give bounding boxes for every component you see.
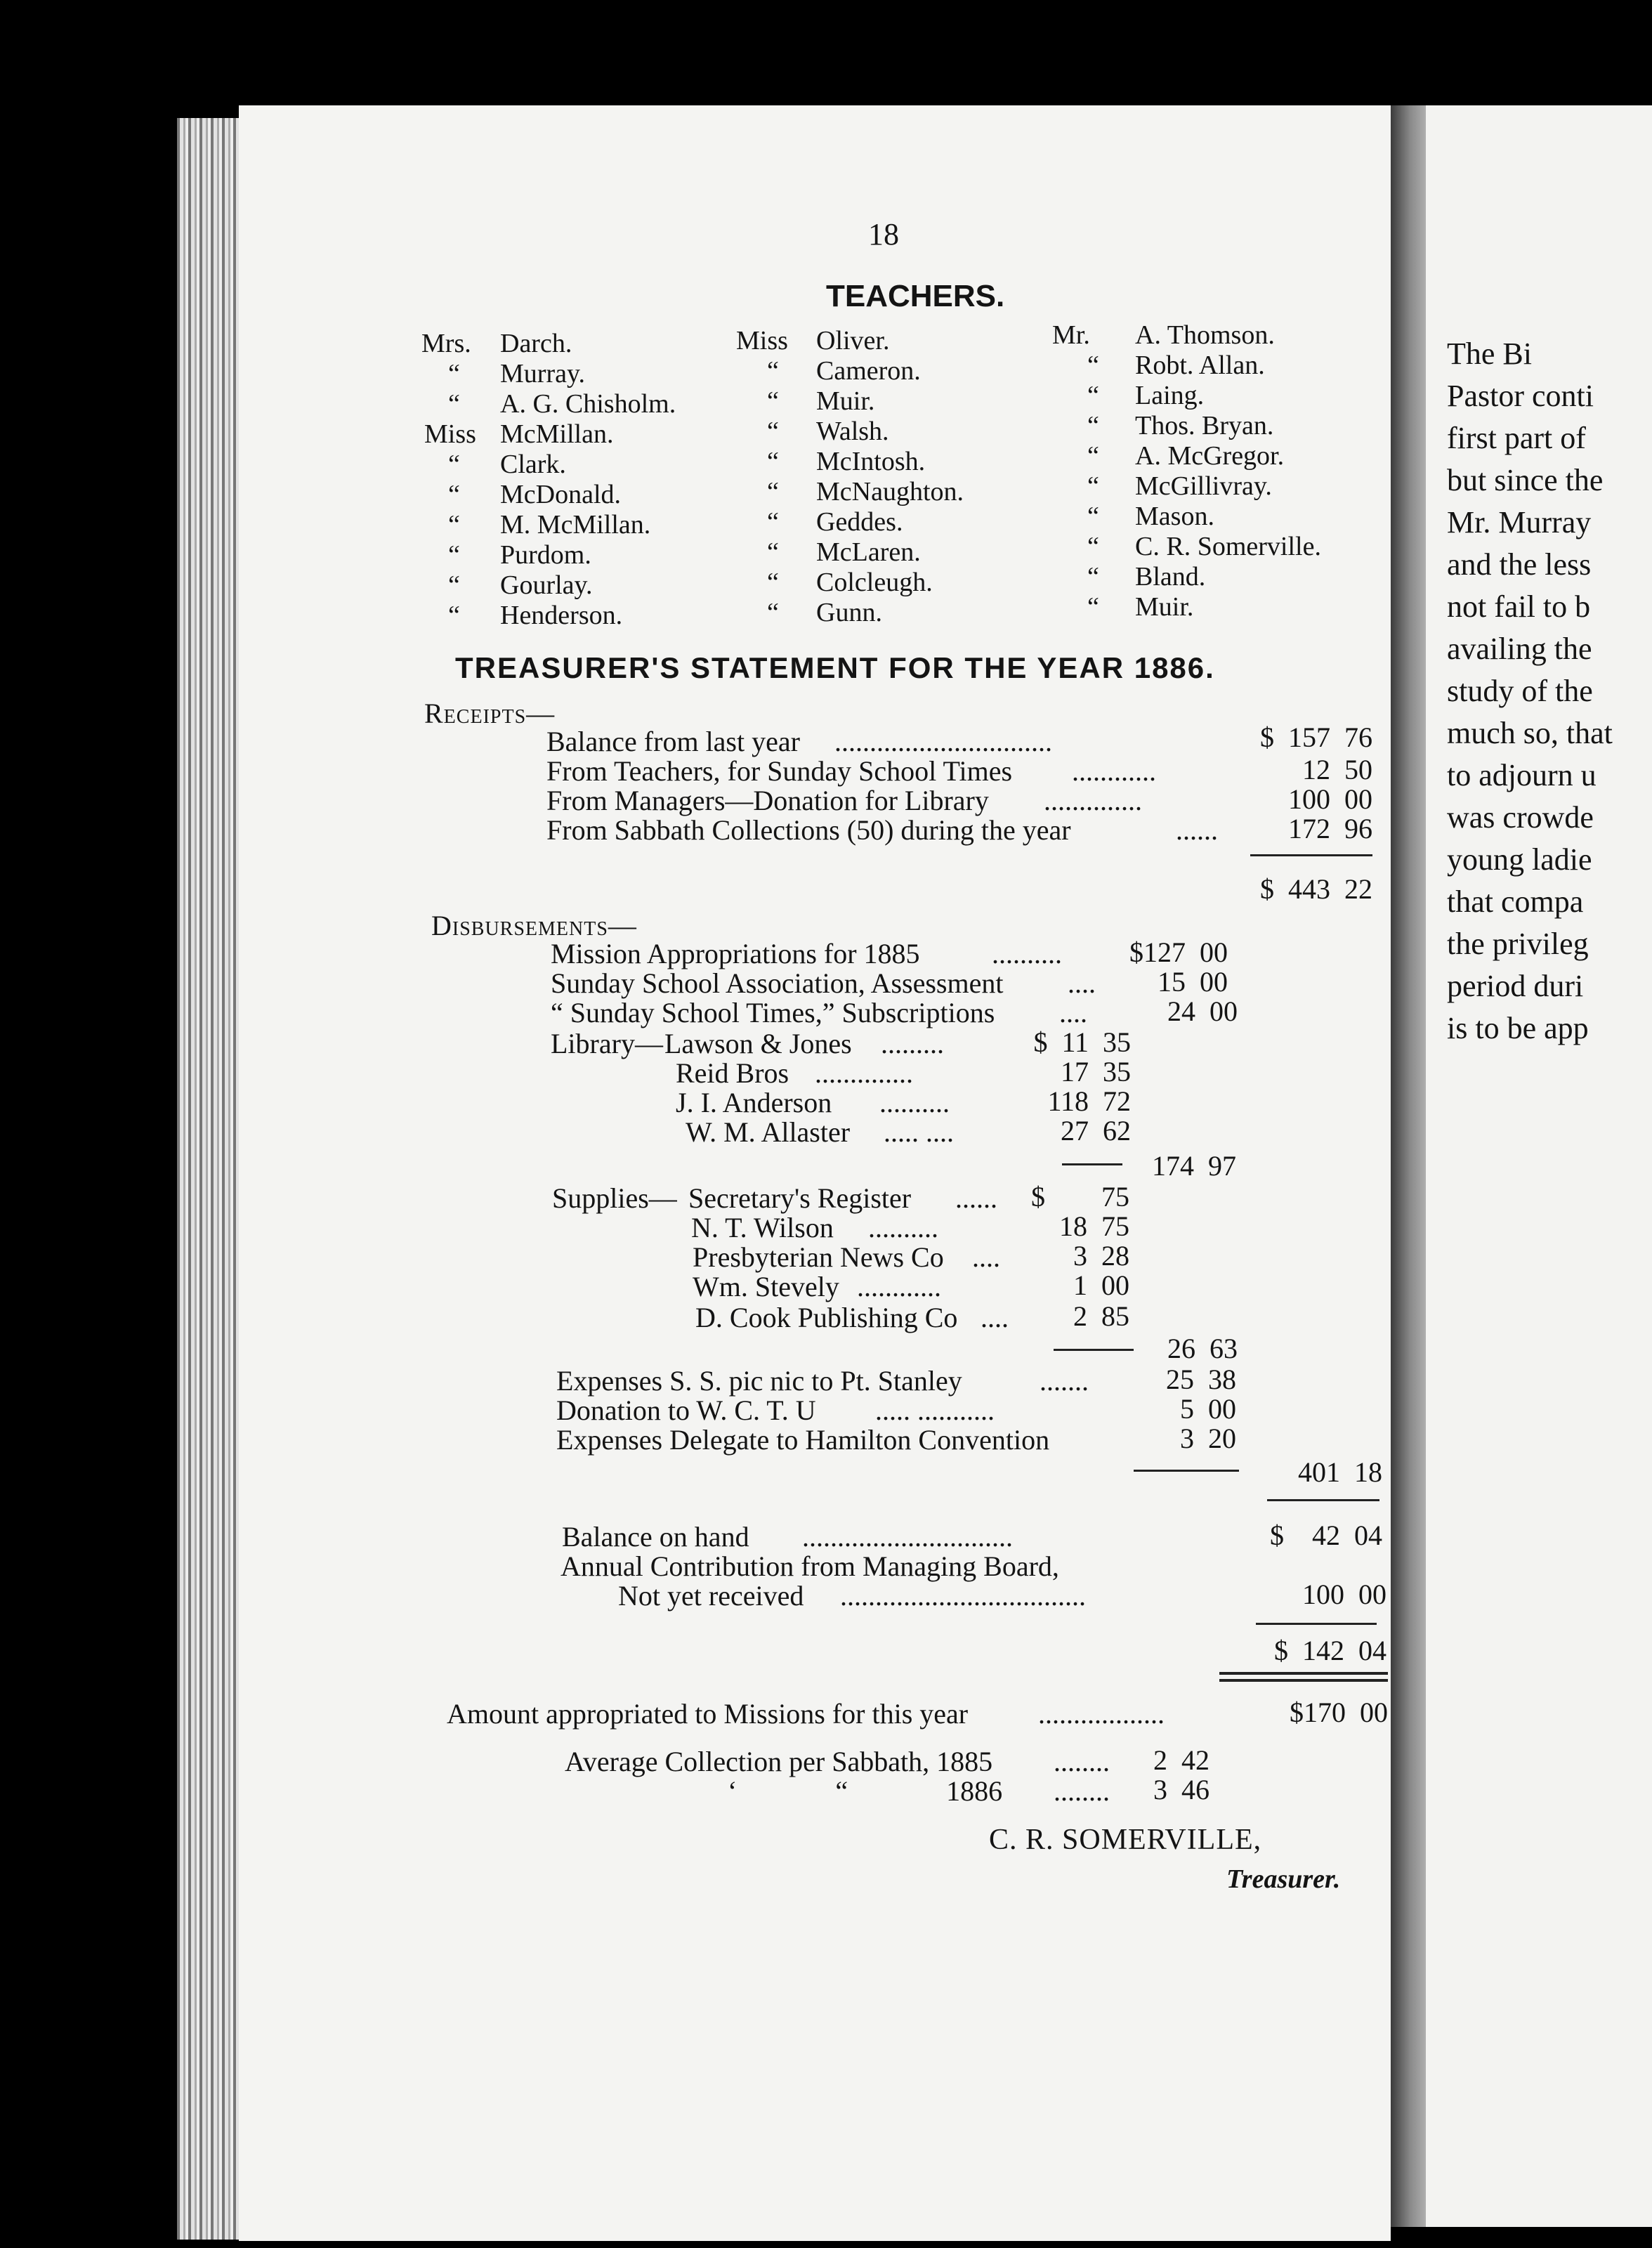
teacher-prefix: “ — [767, 507, 779, 537]
right-page-line: young ladie — [1447, 842, 1592, 877]
teacher-prefix: “ — [767, 568, 779, 597]
library-subtotal-rule — [1062, 1163, 1122, 1165]
teacher-prefix: Miss — [424, 419, 476, 449]
supplies-subtotal-rule — [1054, 1349, 1134, 1351]
supplies-vendor: Wm. Stevely — [693, 1271, 839, 1302]
expense-label: Expenses Delegate to Hamilton Convention — [556, 1424, 1050, 1456]
teacher-name: A. McGregor. — [1135, 441, 1285, 471]
library-vendor: J. I. Anderson — [676, 1087, 832, 1118]
disbursement-label: Mission Appropriations for 1885 — [551, 938, 920, 969]
right-page-line: first part of — [1447, 421, 1586, 455]
dot-leader: ....... — [1040, 1365, 1089, 1397]
right-page-line: period duri — [1447, 969, 1584, 1003]
dot-leader: ............ — [857, 1271, 941, 1302]
teacher-name: Robt. Allan. — [1135, 351, 1265, 380]
teacher-name: Bland. — [1135, 562, 1206, 592]
right-page-line: but since the — [1447, 463, 1604, 497]
teacher-name: McDonald. — [500, 480, 622, 509]
teacher-name: Colcleugh. — [816, 568, 933, 597]
average-label: ‘ “ 1886 — [728, 1775, 1003, 1807]
right-page-line: to adjourn u — [1447, 758, 1597, 792]
dot-leader: ...... — [955, 1182, 997, 1214]
right-page-line: Mr. Murray — [1447, 505, 1592, 540]
right-page-line: The Bi — [1447, 336, 1532, 371]
dot-leader: ............ — [1072, 755, 1156, 787]
dot-leader: ........ — [1054, 1746, 1110, 1777]
average-label: Average Collection per Sabbath, 1885 — [565, 1746, 993, 1777]
disbursements-label: Disbursements— — [431, 910, 637, 941]
right-page-line: that compa — [1447, 884, 1584, 919]
right-page — [1426, 105, 1652, 2227]
supplies-amount: $ 75 — [1031, 1181, 1129, 1213]
library-vendor: W. M. Allaster — [686, 1116, 851, 1148]
expense-label: Donation to W. C. T. U — [556, 1394, 816, 1426]
teacher-prefix: Mrs. — [421, 329, 471, 358]
disbursement-amount: 24 00 — [1167, 995, 1238, 1027]
supplies-label: Supplies— — [552, 1182, 677, 1214]
teacher-name: McLaren. — [816, 537, 921, 567]
receipt-amount: 100 00 — [1288, 783, 1372, 815]
teacher-prefix: “ — [1087, 411, 1099, 440]
right-page-line: was crowde — [1447, 800, 1594, 835]
dot-leader: .............. — [1044, 785, 1142, 816]
teacher-prefix: “ — [1087, 532, 1099, 561]
dot-leader: .... — [1068, 967, 1096, 999]
expense-amount: 25 38 — [1166, 1364, 1236, 1395]
supplies-amount: 2 85 — [1073, 1300, 1129, 1332]
double-rule-bottom — [1219, 1679, 1388, 1682]
right-page-line: much so, that — [1447, 716, 1613, 750]
teacher-name: Murray. — [500, 359, 585, 388]
teacher-name: C. R. Somerville. — [1135, 532, 1321, 561]
expenses-total-rule — [1134, 1470, 1239, 1472]
teacher-name: Walsh. — [816, 417, 889, 446]
teacher-name: McIntosh. — [816, 447, 926, 476]
supplies-vendor: D. Cook Publishing Co — [695, 1302, 958, 1333]
disbursement-label: “ Sunday School Times,” Subscriptions — [551, 997, 995, 1028]
dot-leader: ................................... — [840, 1580, 1086, 1612]
dot-leader: .......... — [992, 938, 1062, 969]
teacher-prefix: “ — [767, 386, 779, 416]
grand-total: $ 142 04 — [1274, 1635, 1386, 1666]
library-vendor: Lawson & Jones — [664, 1028, 852, 1059]
page-number: 18 — [868, 217, 899, 251]
supplies-amount: 18 75 — [1059, 1210, 1129, 1242]
teacher-prefix: “ — [448, 480, 460, 509]
supplies-amount: 1 00 — [1073, 1269, 1129, 1301]
teacher-name: A. G. Chisholm. — [500, 389, 676, 419]
balance-rule — [1267, 1499, 1379, 1501]
dot-leader: ..... .... — [884, 1116, 954, 1148]
teacher-prefix: “ — [448, 450, 460, 479]
double-rule-top — [1219, 1672, 1388, 1675]
teacher-prefix: “ — [1087, 471, 1099, 501]
teacher-name: Muir. — [816, 386, 875, 416]
dot-leader: .... — [1059, 997, 1087, 1028]
teacher-name: Geddes. — [816, 507, 903, 537]
right-page-line: availing the — [1447, 632, 1592, 666]
receipt-label: From Teachers, for Sunday School Times — [546, 755, 1013, 787]
teacher-prefix: “ — [767, 598, 779, 627]
teacher-prefix: “ — [767, 537, 779, 567]
dot-leader: ..... ........... — [875, 1394, 995, 1426]
library-amount: 27 62 — [1061, 1115, 1131, 1146]
annual-contribution-label-2: Not yet received — [618, 1580, 804, 1612]
receipt-label: From Managers—Donation for Library — [546, 785, 989, 816]
receipt-amount: 172 96 — [1288, 813, 1372, 844]
annual-contribution-amount: 100 00 — [1302, 1579, 1386, 1610]
receipts-total-rule — [1250, 854, 1372, 856]
teacher-name: Darch. — [500, 329, 572, 358]
average-amount: 2 42 — [1153, 1744, 1210, 1776]
teacher-prefix: “ — [1087, 351, 1099, 380]
teacher-prefix: “ — [1087, 441, 1099, 471]
treasurer-title: Treasurer. — [1226, 1864, 1341, 1894]
teacher-name: Clark. — [500, 450, 566, 479]
receipts-label: Receipts— — [424, 698, 556, 729]
supplies-vendor: Presbyterian News Co — [693, 1241, 944, 1273]
teacher-name: Gourlay. — [500, 570, 593, 600]
statement-title: TREASURER'S STATEMENT FOR THE YEAR 1886. — [455, 651, 1215, 684]
teacher-name: McGillivray. — [1135, 471, 1272, 501]
library-amount: 17 35 — [1061, 1056, 1131, 1087]
disbursement-label: Sunday School Association, Assessment — [551, 967, 1004, 999]
teacher-prefix: “ — [448, 570, 460, 600]
teacher-name: Cameron. — [816, 356, 921, 386]
teacher-name: M. McMillan. — [500, 510, 651, 540]
dot-leader: .............. — [815, 1057, 913, 1089]
library-amount: 118 72 — [1047, 1085, 1131, 1117]
teachers-heading: TEACHERS. — [826, 279, 1005, 313]
teacher-name: A. Thomson. — [1135, 320, 1275, 350]
balance-label: Balance on hand — [562, 1521, 749, 1553]
annual-contribution-label: Annual Contribution from Managing Board, — [560, 1550, 1059, 1582]
balance-amount: $ 42 04 — [1270, 1520, 1382, 1551]
teacher-prefix: Miss — [736, 326, 788, 355]
supplies-amount: 3 28 — [1073, 1240, 1129, 1272]
dot-leader: .... — [972, 1241, 1000, 1273]
library-total: 174 97 — [1152, 1150, 1236, 1182]
teacher-name: Gunn. — [816, 598, 882, 627]
right-page-line: and the less — [1447, 547, 1592, 582]
supplies-vendor: Secretary's Register — [688, 1182, 912, 1214]
teacher-prefix: “ — [448, 540, 460, 570]
teacher-name: Oliver. — [816, 326, 890, 355]
teacher-prefix: “ — [767, 477, 779, 507]
teacher-prefix: “ — [448, 601, 460, 630]
teacher-prefix: “ — [448, 389, 460, 419]
receipt-label: From Sabbath Collections (50) during the year — [546, 814, 1071, 846]
teacher-name: Laing. — [1135, 381, 1205, 410]
right-page-line: the privileg — [1447, 927, 1589, 961]
teacher-prefix: “ — [1087, 592, 1099, 622]
receipt-amount: 12 50 — [1302, 754, 1372, 785]
receipt-amount: $ 157 76 — [1260, 721, 1372, 753]
dot-leader: .... — [981, 1302, 1009, 1333]
teacher-prefix: “ — [448, 359, 460, 388]
dot-leader: ...... — [1176, 814, 1218, 846]
right-page-line: not fail to b — [1447, 589, 1591, 624]
expense-amount: 3 20 — [1180, 1423, 1236, 1454]
disbursements-total: 401 18 — [1298, 1456, 1382, 1488]
teacher-name: Thos. Bryan. — [1135, 411, 1274, 440]
teacher-name: McNaughton. — [816, 477, 964, 507]
dot-leader: .................. — [1038, 1698, 1165, 1730]
library-vendor: Reid Bros — [676, 1057, 789, 1089]
teacher-prefix: “ — [767, 447, 779, 476]
supplies-total: 26 63 — [1167, 1333, 1238, 1364]
appropriated-amount: $170 00 — [1290, 1697, 1388, 1728]
right-page-line: Pastor conti — [1447, 379, 1594, 413]
disbursement-amount: $127 00 — [1129, 936, 1228, 968]
teacher-name: Henderson. — [500, 601, 623, 630]
supplies-vendor: N. T. Wilson — [691, 1212, 834, 1243]
right-page-line: is to be app — [1447, 1011, 1589, 1045]
grand-total-rule — [1256, 1623, 1377, 1625]
teacher-name: McMillan. — [500, 419, 614, 449]
teacher-prefix: “ — [767, 417, 779, 446]
expense-amount: 5 00 — [1180, 1393, 1236, 1425]
right-page-line: study of the — [1447, 674, 1593, 708]
teacher-prefix: “ — [1087, 502, 1099, 531]
dot-leader: .......... — [879, 1087, 950, 1118]
teacher-name: Purdom. — [500, 540, 591, 570]
average-amount: 3 46 — [1153, 1774, 1210, 1805]
teacher-prefix: “ — [448, 510, 460, 540]
library-amount: $ 11 35 — [1033, 1026, 1131, 1058]
library-label: Library— — [551, 1028, 663, 1059]
teacher-prefix: “ — [1087, 562, 1099, 592]
teacher-name: Muir. — [1135, 592, 1194, 622]
teacher-prefix: “ — [1087, 381, 1099, 410]
receipts-total: $ 443 22 — [1260, 873, 1372, 905]
dot-leader: ............................... — [834, 726, 1052, 757]
receipt-label: Balance from last year — [546, 726, 800, 757]
book-page-edges — [177, 118, 242, 2240]
dot-leader: .......... — [868, 1212, 938, 1243]
dot-leader: .............................. — [802, 1521, 1013, 1553]
dot-leader: ......... — [881, 1028, 944, 1059]
teacher-prefix: “ — [767, 356, 779, 386]
expense-label: Expenses S. S. pic nic to Pt. Stanley — [556, 1365, 962, 1397]
appropriated-label: Amount appropriated to Missions for this year — [447, 1698, 969, 1730]
teacher-prefix: Mr. — [1052, 320, 1090, 350]
treasurer-signature: C. R. SOMERVILLE, — [989, 1824, 1262, 1856]
teacher-name: Mason. — [1135, 502, 1214, 531]
dot-leader: ........ — [1054, 1775, 1110, 1807]
disbursement-amount: 15 00 — [1158, 966, 1228, 998]
